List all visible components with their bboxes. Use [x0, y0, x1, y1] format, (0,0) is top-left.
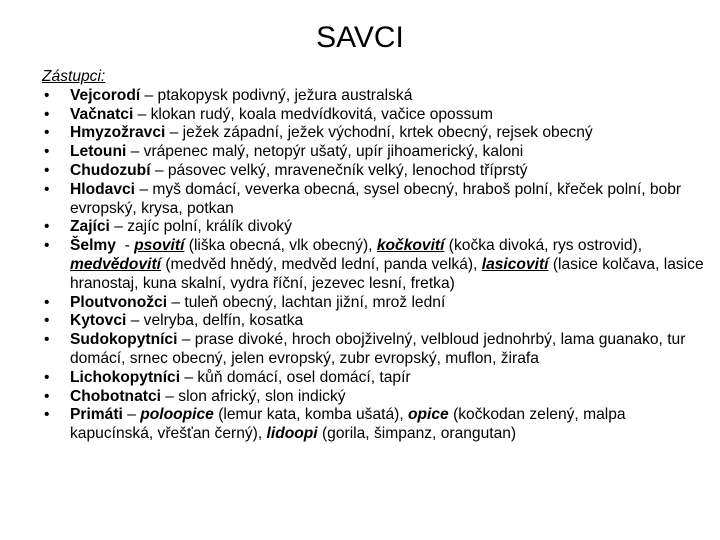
section-heading: Zástupci: [42, 68, 106, 85]
group-examples: – zajíc polní, králík divoký [109, 218, 292, 236]
group-name: Zajíci [70, 218, 110, 236]
group-name: Hlodavci [70, 180, 135, 198]
group-examples: – velryba, delfín, kosatka [126, 312, 304, 330]
subgroup-examples: (medvěd hnědý, medvěd lední, panda velká), [161, 255, 482, 273]
list-item-hlodavci [42, 181, 712, 219]
group-name: Chudozubí [70, 161, 151, 179]
subgroup-examples: (lasice kolčava, lasice hranostaj, kuna skalní, vydra říční, jezevec lesní, fretka) [70, 255, 704, 292]
list-item-primati [42, 406, 712, 444]
list-item-vacnatci [42, 106, 712, 125]
group-name: Letouni [70, 143, 127, 161]
group-examples: – ptakopysk podivný, ježura australská [140, 86, 413, 104]
subgroup-name: lasicovití [481, 255, 549, 273]
subgroup-name: kočkovití [376, 237, 445, 255]
list-item-ploutvonozci [42, 294, 712, 313]
list-item-zajici [42, 218, 712, 237]
subgroup-examples: (lemur kata, komba ušatá), [213, 406, 408, 424]
group-examples: – myš domácí, veverka obecná, sysel obecný, hraboš polní, křeček polní, bobr evropský, krysa, potkan [70, 180, 682, 217]
slide-title: SAVCI [316, 21, 404, 54]
list-item-kytovci [42, 312, 712, 331]
subgroup-examples: (kočkodan zelený, malpa kapucínská, vřešťan černý), [70, 406, 626, 443]
group-examples: – kůň domácí, osel domácí, tapír [180, 368, 411, 386]
group-name: Sudokopytníci [70, 331, 178, 349]
group-examples: – klokan rudý, koala medvídkovitá, vačice opossum [133, 105, 493, 123]
group-separator: - [115, 237, 135, 255]
group-examples: – tuleň obecný, lachtan jižní, mrož lední [167, 293, 446, 311]
list-item-hmyzozravci [42, 124, 712, 143]
group-examples: – ježek západní, ježek východní, krtek obecný, rejsek obecný [165, 124, 593, 142]
group-examples: – prase divoké, hroch obojživelný, velbloud jednohrbý, lama guanako, tur domácí, srnec obecný, jelen evropský, zubr evropský, muflon, žirafa [70, 331, 686, 367]
subgroup-name: medvědovití [70, 255, 161, 273]
subgroup-examples: (liška obecná, vlk obecný), [184, 237, 377, 255]
mammal-group-list [42, 87, 712, 444]
list-item-vejcorodi [42, 87, 712, 106]
list-item-chudozubi [42, 162, 712, 181]
slide-content [42, 68, 712, 444]
group-name: Chobotnatci [70, 387, 161, 405]
subgroup-name: poloopice [140, 406, 214, 424]
group-name: Vejcorodí [70, 86, 141, 104]
group-examples: – slon africký, slon indický [160, 387, 346, 405]
subgroup-examples: – [122, 406, 141, 424]
group-name: Lichokopytníci [70, 368, 181, 386]
list-item-lichokopytnici [42, 369, 712, 388]
subgroup-name: opice [408, 406, 449, 424]
subgroup-name: lidoopi [266, 425, 318, 443]
group-name: Ploutvonožci [70, 293, 168, 311]
group-name: Hmyzožravci [70, 124, 166, 142]
subgroup-examples: (kočka divoká, rys ostrovid), [444, 237, 643, 255]
group-name: Kytovci [70, 312, 127, 330]
group-examples: – pásovec velký, mravenečník velký, lenochod tříprstý [150, 161, 528, 179]
subgroup-name: psovití [134, 237, 185, 255]
list-item-sudokopytnici [42, 331, 712, 369]
group-name: Primáti [70, 406, 123, 424]
group-examples: – vrápenec malý, netopýr ušatý, upír jihoamerický, kaloni [126, 143, 524, 161]
subgroup-examples: (gorila, šimpanz, orangutan) [317, 425, 517, 443]
group-name: Šelmy [70, 237, 116, 255]
list-item-letouni [42, 143, 712, 162]
list-item-chobotnatci [42, 388, 712, 407]
group-name: Vačnatci [70, 105, 134, 123]
list-item-selmy [42, 237, 712, 293]
